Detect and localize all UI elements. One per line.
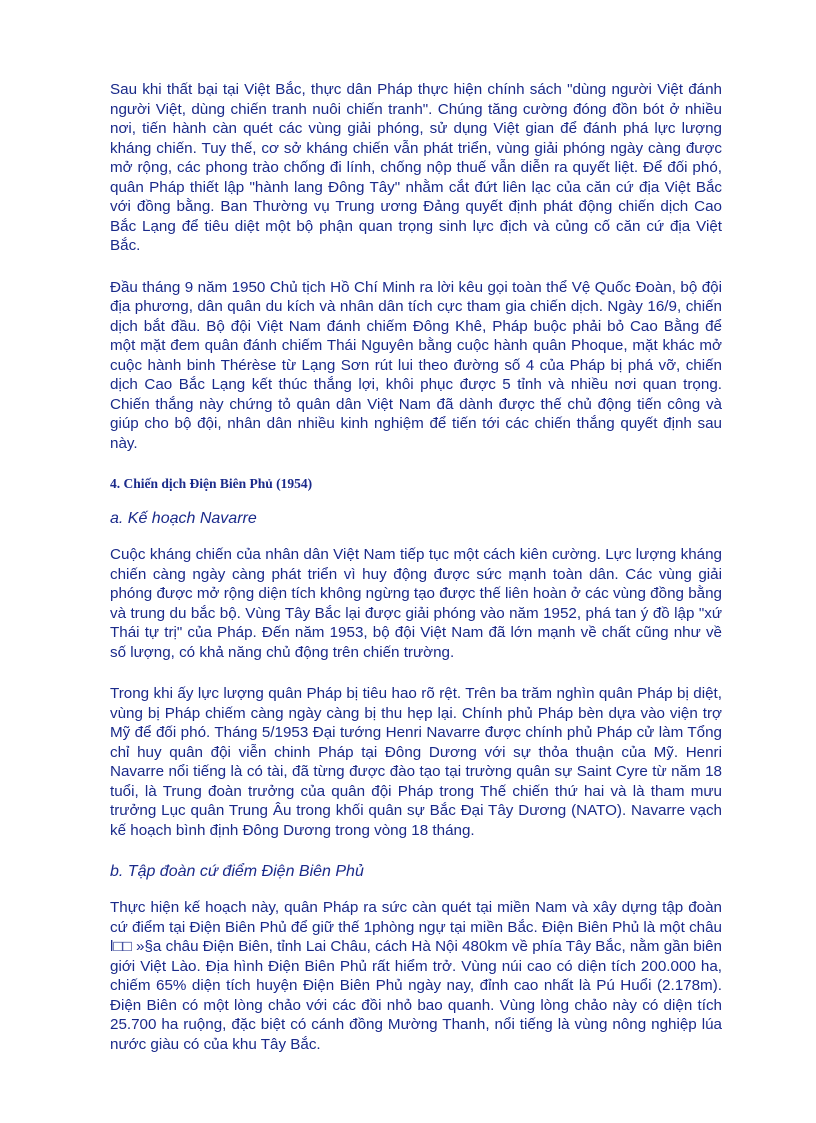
paragraph-navarre-appointment: Trong khi ấy lực lượng quân Pháp bị tiêu hao rõ rệt. Trên ba trăm nghìn quân Pháp bị diệt, vùng bị Pháp chiếm càng ngày càng bị thu hẹp lại. Chính phủ Pháp bèn dựa vào viện trợ Mỹ để đối phó. Tháng 5/1953 Đại tướng Henri Navarre được chính phủ Pháp cử làm Tổng chỉ huy quân đội viễn chinh Pháp tại Đông Dương với sự thỏa thuận của Mỹ. Henri Navarre nổi tiếng là có tài, đã từng được đào tạo tại trường quân sự Saint Cyre từ năm 18 tuổi, là Trung đoàn trưởng của quân đội Pháp trong Thế chiến thứ hai và là tham mưu trưởng Lục quân Trung Âu trong khối quân sự Bắc Đại Tây Dương (NATO). Navarre vạch kế hoạch bình định Đông Dương trong vòng 18 tháng. — [110, 685, 722, 839]
section-heading-dien-bien-phu: 4. Chiến dịch Điện Biên Phủ (1954) — [110, 476, 313, 491]
paragraph-cao-bac-lang-campaign: Đầu tháng 9 năm 1950 Chủ tịch Hồ Chí Minh ra lời kêu gọi toàn thể Vệ Quốc Đoàn, bộ đội địa phương, dân quân du kích và nhân dân tích cực tham gia chiến dịch. Ngày 16/9, chiến dịch bắt đầu. Bộ đội Việt Nam đánh chiếm Đông Khê, Pháp buộc phải bỏ Cao Bằng để một mặt đem quân đánh chiếm Thái Nguyên bằng cuộc hành quân Phoque, mặt khác mở cuộc hành binh Thérèse từ Lạng Sơn rút lui theo đường số 4 của Pháp bị phá vỡ, chiến dịch Cao Bắc Lạng kết thúc thắng lợi, khôi phục được 5 tỉnh và nhiều nơi quan trọng. Chiến thắng này chứng tỏ quân dân Việt Nam đã dành được thế chủ động tiến công và giúp cho bộ đội, nhân dân nhiều kinh nghiệm để tiến tới các chiến thắng quyết định sau này. — [110, 278, 722, 452]
paragraph-viet-bac-aftermath: Sau khi thất bại tại Việt Bắc, thực dân Pháp thực hiện chính sách "dùng người Việt đánh người Việt, dùng chiến tranh nuôi chiến tranh". Chúng tăng cường đóng đồn bót ở nhiều nơi, tiến hành càn quét các vùng giải phóng, sử dụng Việt gian để đánh phá lực lượng kháng chiến. Tuy thế, cơ sở kháng chiến vẫn phát triển, vùng giải phóng ngày càng được mở rộng, các phong trào chống đi lính, chống nộp thuế vẫn diễn ra quyết liệt. Để đối phó, quân Pháp thiết lập "hành lang Đông Tây" nhằm cắt đứt liên lạc của căn cứ địa Việt Bắc với đồng bằng. Ban Thường vụ Trung ương Đảng quyết định phát động chiến dịch Cao Bắc Lạng để tiêu diệt một bộ phận quan trọng sinh lực địch và củng cố căn cứ địa Việt Bắc. — [110, 81, 722, 254]
paragraph-dien-bien-phu-geography: Thực hiện kế hoạch này, quân Pháp ra sức càn quét tại miền Nam và xây dựng tập đoàn cứ điểm tại Điện Biên Phủ để giữ thế 1phòng ngự tại miền Bắc. Điện Biên Phủ là một châu l□□ »§a châu Điện Biên, tỉnh Lai Châu, cách Hà Nội 480km về phía Tây Bắc, nằm gần biên giới Việt Lào. Địa hình Điện Biên Phủ rất hiểm trở. Vùng núi cao có diện tích 200.000 ha, chiếm 65% diện tích huyện Điện Biên Phủ ngày nay, đỉnh cao nhất là Pú Huổi (2.178m). Điện Biên có một lòng chảo với các đồi nhỏ bao quanh. Vùng lòng chảo này có diện tích 25.700 ha ruộng, đặc biệt có cánh đồng Mường Thanh, nổi tiếng là vùng nông nghiệp lúa nước giàu có của khu Tây Bắc. — [110, 899, 722, 1053]
subheading-navarre-plan: a. Kế hoạch Navarre — [110, 510, 257, 527]
paragraph-resistance-growth: Cuộc kháng chiến của nhân dân Việt Nam tiếp tục một cách kiên cường. Lực lượng kháng chiến càng ngày càng phát triển vì huy động được sức mạnh toàn dân. Các vùng giải phóng được mở rộng diện tích không ngừng tạo được thế liên hoàn ở các vùng đồng bằng và trung du bắc bộ. Vùng Tây Bắc lại được giải phóng vào năm 1952, phá tan ý đồ lập "xứ Thái tự trị" của Pháp. Đến năm 1953, bộ đội Việt Nam đã lớn mạnh về chất cũng như về số lượng, có khả năng chủ động trên chiến trường. — [110, 546, 722, 661]
document-page — [110, 80, 722, 1076]
subheading-dien-bien-phu-stronghold: b. Tập đoàn cứ điểm Điện Biên Phủ — [110, 863, 364, 880]
